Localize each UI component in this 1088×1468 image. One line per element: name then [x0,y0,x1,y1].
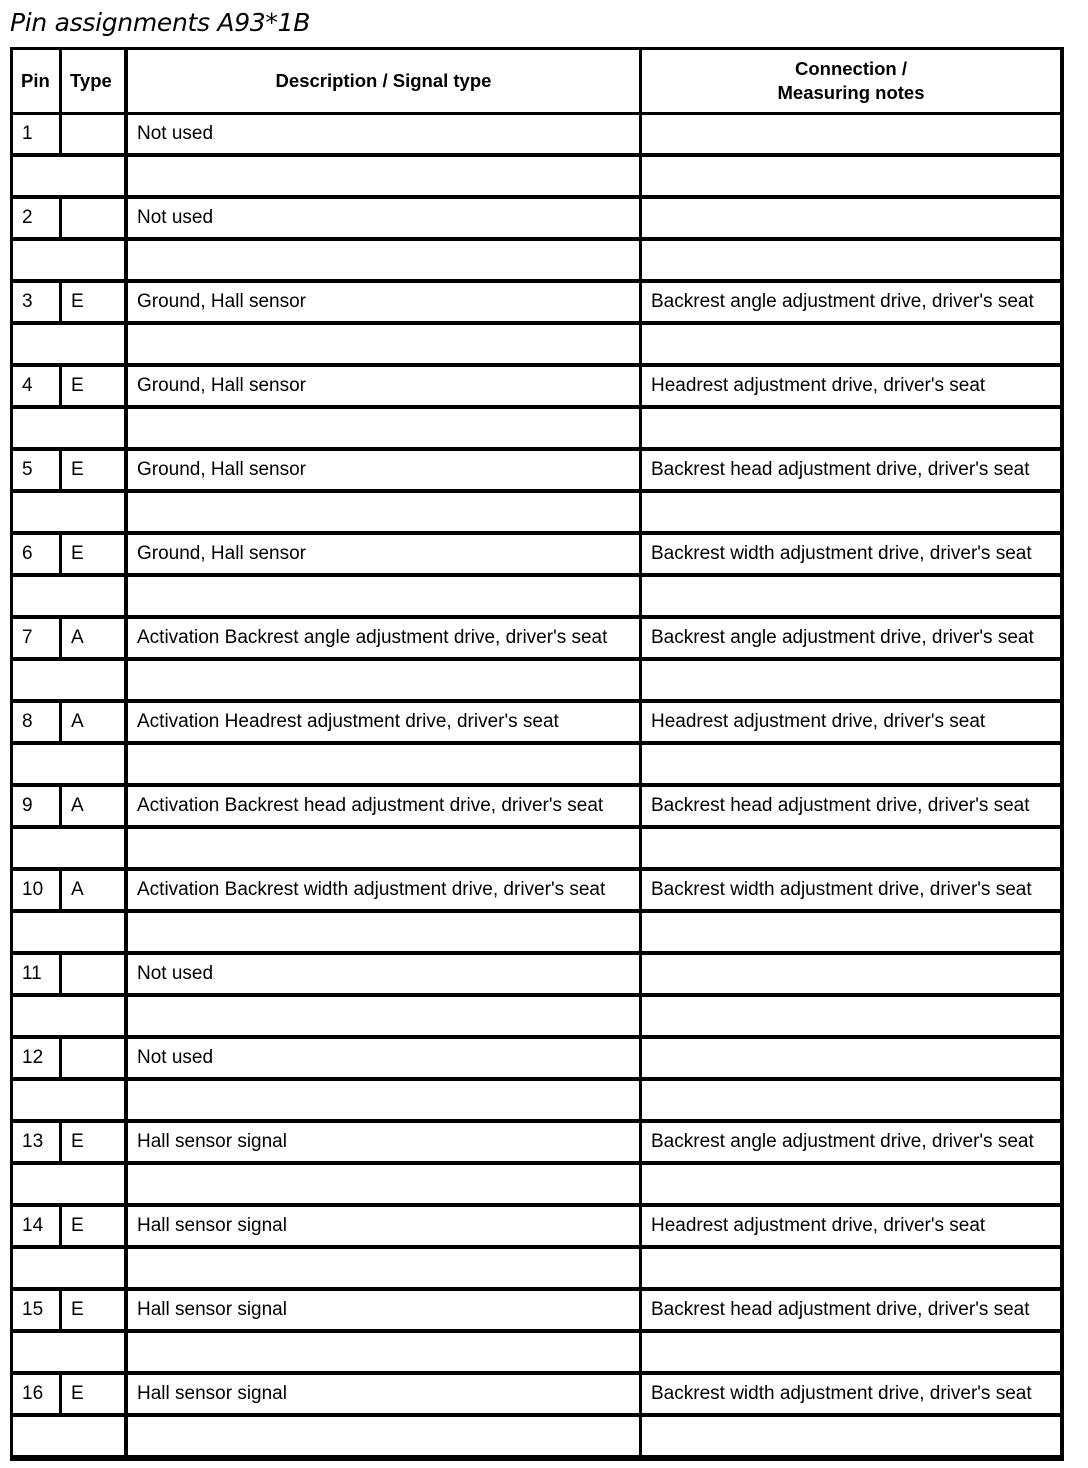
spacer-cell [13,325,124,363]
cell-description: Not used [128,1039,639,1077]
cell-connection: Backrest width adjustment drive, driver's seat [642,1375,1060,1413]
spacer-cell [128,1249,639,1287]
cell-type: A [62,787,124,825]
spacer-cell [128,1417,639,1455]
cell-description: Hall sensor signal [128,1291,639,1329]
cell-description: Activation Backrest width adjustment drive, driver's seat [128,871,639,909]
spacer-cell [13,913,124,951]
cell-type: A [62,871,124,909]
spacer-cell [13,661,124,699]
spacer-cell [642,829,1060,867]
spacer-cell [128,997,639,1035]
spacer-cell [642,325,1060,363]
cell-type: A [62,703,124,741]
spacer-cell [128,1333,639,1371]
spacer-cell [128,409,639,447]
spacer-cell [128,829,639,867]
header-description: Description / Signal type [128,50,639,112]
spacer-cell [13,577,124,615]
cell-pin: 8 [13,703,59,741]
cell-type: E [62,367,124,405]
spacer-cell [128,1165,639,1203]
spacer-cell [13,1165,124,1203]
cell-pin: 15 [13,1291,59,1329]
cell-connection [642,115,1060,153]
cell-type: E [62,535,124,573]
spacer-cell [13,745,124,783]
cell-connection: Headrest adjustment drive, driver's seat [642,1207,1060,1245]
cell-pin: 12 [13,1039,59,1077]
spacer-cell [642,241,1060,279]
cell-type [62,1039,124,1077]
header-connection-line2: Measuring notes [777,82,925,103]
page-title: Pin assignments A93*1B [10,8,311,37]
cell-pin: 3 [13,283,59,321]
spacer-cell [13,409,124,447]
cell-pin: 4 [13,367,59,405]
spacer-cell [642,409,1060,447]
cell-type [62,199,124,237]
spacer-cell [128,913,639,951]
cell-description: Activation Headrest adjustment drive, driver's seat [128,703,639,741]
cell-connection: Backrest head adjustment drive, driver's seat [642,787,1060,825]
spacer-cell [13,997,124,1035]
spacer-cell [13,241,124,279]
spacer-cell [128,745,639,783]
header-pin: Pin [13,50,59,112]
header-type: Type [62,50,124,112]
cell-connection: Backrest head adjustment drive, driver's seat [642,451,1060,489]
cell-connection: Backrest angle adjustment drive, driver's seat [642,283,1060,321]
spacer-cell [128,325,639,363]
cell-description: Ground, Hall sensor [128,451,639,489]
spacer-cell [13,1249,124,1287]
cell-description: Activation Backrest head adjustment drive, driver's seat [128,787,639,825]
cell-connection [642,955,1060,993]
cell-type: E [62,1291,124,1329]
spacer-cell [13,1417,124,1455]
cell-description: Not used [128,115,639,153]
cell-connection: Headrest adjustment drive, driver's seat [642,367,1060,405]
spacer-cell [128,661,639,699]
spacer-cell [128,1081,639,1119]
spacer-cell [13,1081,124,1119]
cell-pin: 2 [13,199,59,237]
cell-description: Hall sensor signal [128,1123,639,1161]
spacer-cell [642,577,1060,615]
cell-type [62,115,124,153]
cell-description: Not used [128,199,639,237]
cell-pin: 13 [13,1123,59,1161]
spacer-cell [128,241,639,279]
cell-pin: 9 [13,787,59,825]
cell-pin: 10 [13,871,59,909]
cell-type: E [62,1123,124,1161]
spacer-cell [642,661,1060,699]
spacer-cell [642,1165,1060,1203]
cell-connection: Backrest width adjustment drive, driver's seat [642,871,1060,909]
cell-connection [642,199,1060,237]
spacer-cell [642,157,1060,195]
cell-description: Ground, Hall sensor [128,283,639,321]
cell-pin: 6 [13,535,59,573]
cell-connection [642,1039,1060,1077]
spacer-cell [642,1081,1060,1119]
cell-description: Hall sensor signal [128,1375,639,1413]
cell-description: Activation Backrest angle adjustment drive, driver's seat [128,619,639,657]
cell-description: Hall sensor signal [128,1207,639,1245]
spacer-cell [13,493,124,531]
spacer-cell [13,1333,124,1371]
cell-connection: Backrest width adjustment drive, driver's seat [642,535,1060,573]
cell-pin: 7 [13,619,59,657]
cell-type: E [62,1375,124,1413]
cell-type: E [62,1207,124,1245]
cell-connection: Backrest head adjustment drive, driver's seat [642,1291,1060,1329]
spacer-cell [642,1249,1060,1287]
spacer-cell [13,157,124,195]
cell-type: A [62,619,124,657]
spacer-cell [642,493,1060,531]
cell-pin: 16 [13,1375,59,1413]
cell-description: Ground, Hall sensor [128,367,639,405]
header-connection [642,50,1060,112]
spacer-cell [128,577,639,615]
header-connection-line1: Connection / [794,58,908,79]
pin-assignment-table [10,47,1064,1461]
cell-type [62,955,124,993]
spacer-cell [642,1417,1060,1455]
cell-description: Not used [128,955,639,993]
cell-connection: Backrest angle adjustment drive, driver's seat [642,1123,1060,1161]
spacer-cell [13,829,124,867]
spacer-cell [642,1333,1060,1371]
cell-type: E [62,283,124,321]
cell-description: Ground, Hall sensor [128,535,639,573]
spacer-cell [642,745,1060,783]
spacer-cell [642,997,1060,1035]
cell-pin: 1 [13,115,59,153]
cell-connection: Backrest angle adjustment drive, driver's seat [642,619,1060,657]
cell-connection: Headrest adjustment drive, driver's seat [642,703,1060,741]
cell-pin: 5 [13,451,59,489]
cell-pin: 11 [13,955,59,993]
spacer-cell [128,157,639,195]
spacer-cell [128,493,639,531]
cell-pin: 14 [13,1207,59,1245]
spacer-cell [642,913,1060,951]
cell-type: E [62,451,124,489]
